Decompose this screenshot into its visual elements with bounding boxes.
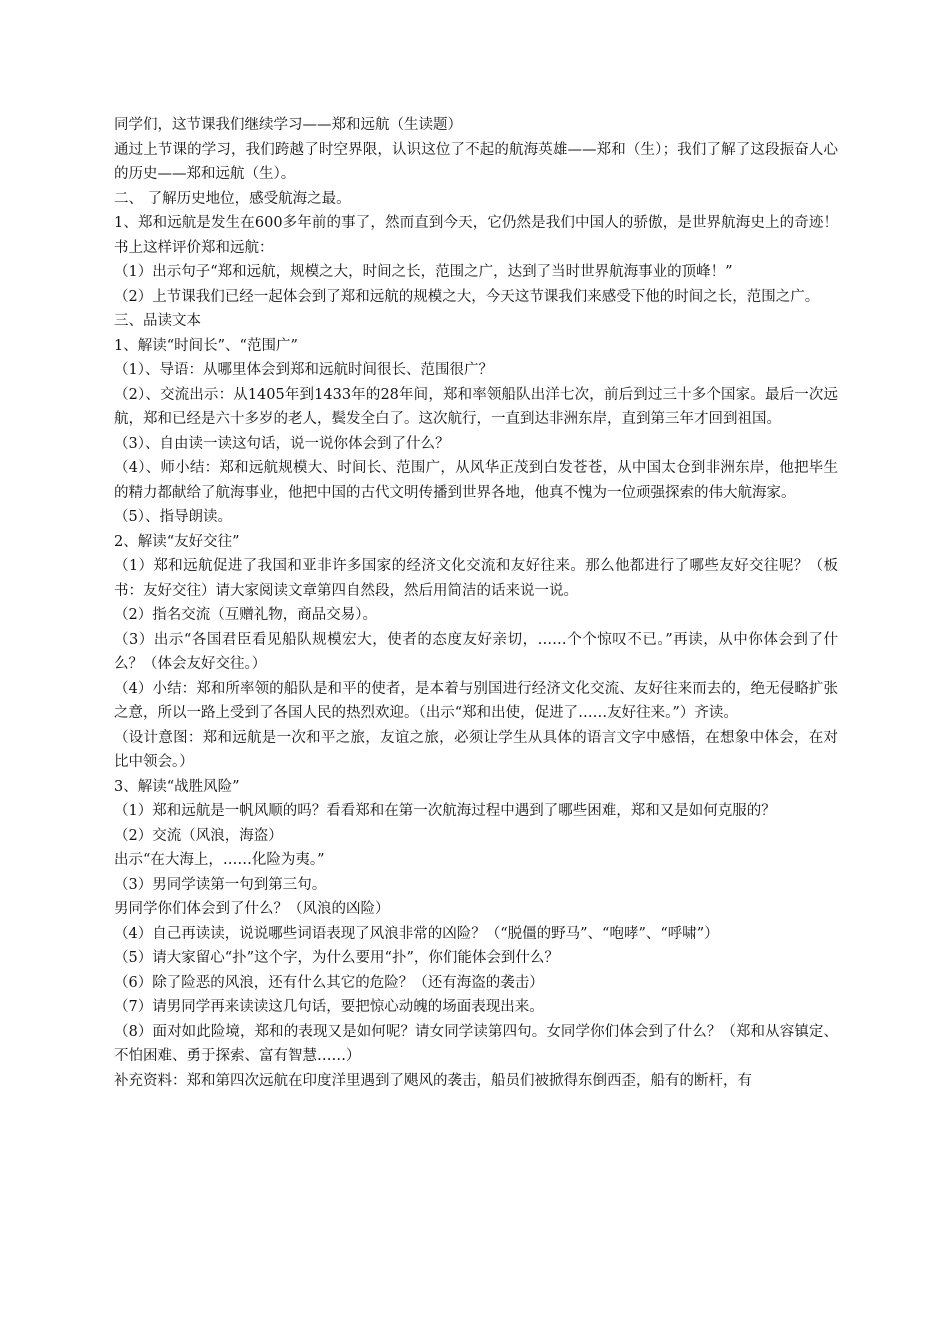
paragraph-item: （3）、自由读一读这句话，说一说你体会到了什么？ xyxy=(114,435,450,452)
paragraph-review: 通过上节课的学习，我们跨越了时空界限，认识这位了不起的航海英雄——郑和（生）；我们了解了这段振奋人心的历史——郑和远航（生）。 xyxy=(114,141,838,182)
subheading-friendly-exchange: 2、解读“友好交往” xyxy=(114,533,240,550)
paragraph-item: （1）郑和远航促进了我国和亚非许多国家的经济文化交流和友好往来。那么他都进行了哪些友好交往呢？（板书：友好交往）请大家阅读文章第四自然段，然后用简洁的话来说一说。 xyxy=(114,558,838,599)
paragraph-item: （5）、指导朗读。 xyxy=(114,509,232,525)
paragraph-item: （4）小结：郑和所率领的船队是和平的使者，是本着与别国进行经济文化交流、友好往来而去的，绝无侵略扩张之意，所以一路上受到了各国人民的热烈欢迎。（出示“郑和出使，促进了……友好往来。”）齐读。 xyxy=(114,680,838,721)
paragraph-item: （1）出示句子“郑和远航，规模之大，时间之长，范围之广，达到了当时世界航海事业的顶峰！” xyxy=(114,264,733,280)
paragraph-item: （2）、交流出示：从1405年到1433年的28年间，郑和率领船队出洋七次，前后到过三十多个国家。最后一次远航，郑和已经是六十多岁的老人，鬓发全白了。这次航行，一直到达非洲东岸，直到第三年才回到祖国。 xyxy=(114,386,838,427)
section-heading-3: 三、品读文本 xyxy=(114,313,201,329)
paragraph-item: （4）自己再读读，说说哪些词语表现了风浪非常的凶险？（“脱僵的野马”、“咆哮”、“呼啸”） xyxy=(114,925,719,942)
paragraph-item: （2）上节课我们已经一起体会到了郑和远航的规模之大，今天这节课我们来感受下他的时间之长，范围之广。 xyxy=(114,288,820,305)
paragraph-item: （5）请大家留心“扑”这个字，为什么要用“扑”，你们能体会到什么？ xyxy=(114,950,559,966)
paragraph-item: （2）指名交流（互赠礼物，商品交易）。 xyxy=(114,607,377,623)
paragraph-item: （8）面对如此险境，郑和的表现又是如何呢？请女同学读第四句。女同学你们体会到了什么？（郑和从容镇定、不怕困难、勇于探索、富有智慧……） xyxy=(114,1023,838,1064)
section-heading-2: 二、 了解历史地位，感受航海之最。 xyxy=(114,190,351,207)
paragraph-item: （7）请男同学再来读读这几句话，要把惊心动魄的场面表现出来。 xyxy=(114,999,544,1015)
paragraph-point-1: 1、郑和远航是发生在600多年前的事了，然而直到今天，它仍然是我们中国人的骄傲，是世界航海史上的奇迹！书上这样评价郑和远航： xyxy=(114,215,838,256)
paragraph-greeting: 同学们，这节课我们继续学习——郑和远航（生读题） xyxy=(114,117,462,133)
paragraph-item: 出示“在大海上，……化险为夷。” xyxy=(114,852,325,868)
paragraph-item: 男同学你们体会到了什么？（风浪的凶险） xyxy=(114,901,390,917)
paragraph-design-intent: （设计意图：郑和远航是一次和平之旅，友谊之旅，必须让学生从具体的语言文字中感悟，在想象中体会，在对比中领会。） xyxy=(114,729,838,770)
paragraph-item: （2）交流（风浪，海盗） xyxy=(114,827,283,844)
paragraph-item: （6）除了险恶的风浪，还有什么其它的危险？（还有海盗的袭击） xyxy=(114,974,544,991)
paragraph-item: （1）郑和远航是一帆风顺的吗？看看郑和在第一次航海过程中遇到了哪些困难，郑和又是如何克服的？ xyxy=(114,803,776,819)
subheading-time-range: 1、解读“时间长”、“范围广” xyxy=(114,337,298,354)
paragraph-item: （3）出示“各国君臣看见船队规模宏大，使者的态度友好亲切，……个个惊叹不已。”再读，从中你体会到了什么？（体会友好交往。） xyxy=(114,631,839,672)
paragraph-item: （3）男同学读第一句到第三句。 xyxy=(114,876,327,893)
subheading-overcome-risk: 3、解读“战胜风险” xyxy=(114,778,240,795)
paragraph-item: （4）、师小结：郑和远航规模大、时间长、范围广，从风华正茂到白发苍苍，从中国太仓到非洲东岸，他把毕生的精力都献给了航海事业，他把中国的古代文明传播到世界各地，他真不愧为一位顽强探索的伟大航海家。 xyxy=(114,460,838,501)
paragraph-supplement: 补充资料：郑和第四次远航在印度洋里遇到了飓风的袭击，船员们被掀得东倒西歪，船有的断杆，有 xyxy=(114,1072,752,1089)
paragraph-item: （1）、导语：从哪里体会到郑和远航时间很长、范围很广？ xyxy=(114,362,493,378)
document-page xyxy=(114,113,838,1093)
